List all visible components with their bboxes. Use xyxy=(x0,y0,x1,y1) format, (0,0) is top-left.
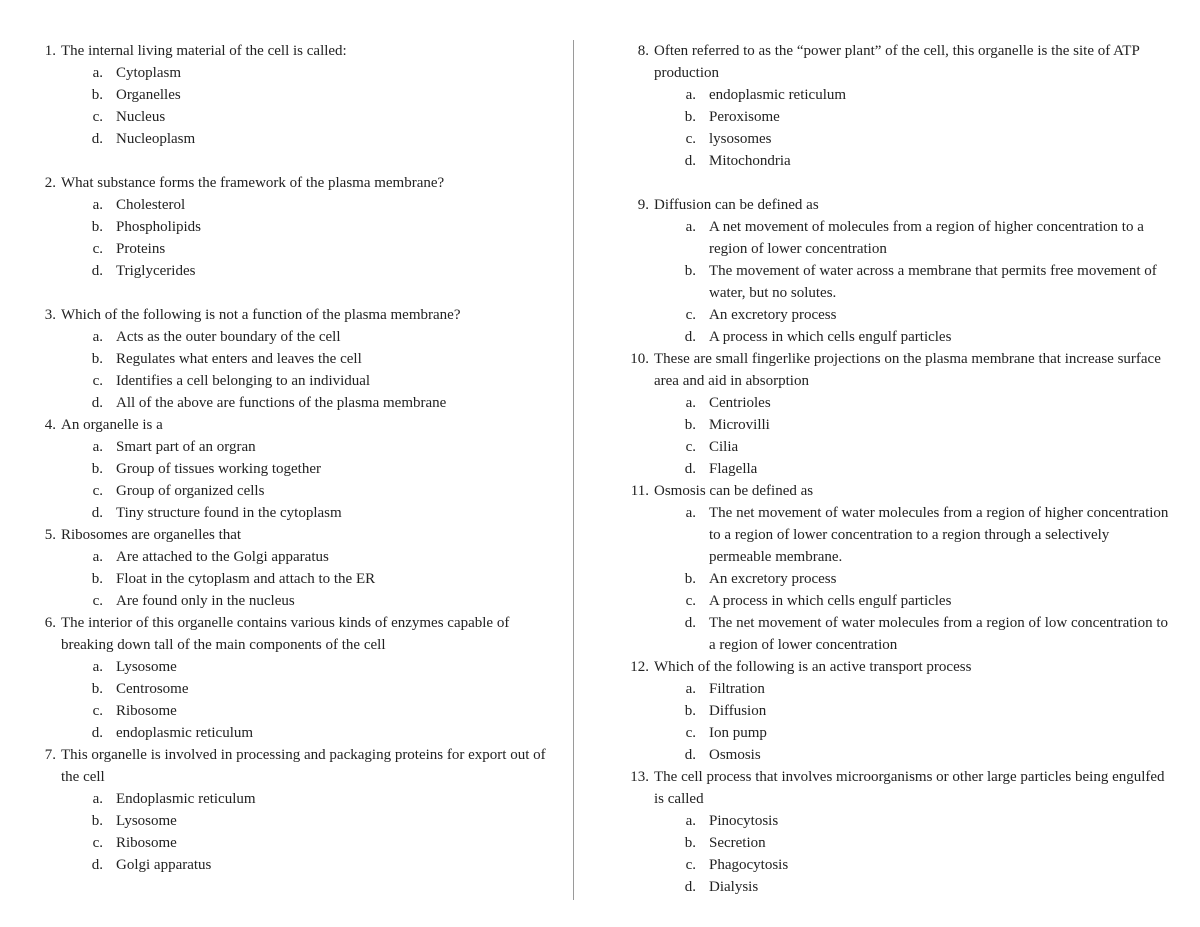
answer-option xyxy=(61,788,564,810)
question-number: 3. xyxy=(44,307,56,323)
answer-option xyxy=(61,106,564,128)
option-text: Centrioles xyxy=(709,395,771,411)
answer-option xyxy=(61,348,564,370)
option-letter: a. xyxy=(685,219,696,235)
question-text: These are small fingerlike projections on the plasma membrane that increase surface area and aid in absorption xyxy=(654,351,1161,389)
answer-option xyxy=(61,194,564,216)
question-number: 6. xyxy=(44,615,56,631)
answer-option xyxy=(61,590,564,612)
answer-option xyxy=(654,502,1172,568)
option-text: An excretory process xyxy=(709,571,837,587)
answer-option xyxy=(61,810,564,832)
answer-option xyxy=(61,458,564,480)
option-text: Cilia xyxy=(709,439,739,455)
option-text: lysosomes xyxy=(709,131,772,147)
option-text: Are found only in the nucleus xyxy=(116,593,295,609)
option-letter: a. xyxy=(685,813,696,829)
answer-option xyxy=(654,106,1172,128)
option-text: Ribosome xyxy=(116,703,177,719)
question-number: 4. xyxy=(44,417,56,433)
column-divider xyxy=(573,40,574,900)
option-text: Group of tissues working together xyxy=(116,461,321,477)
option-text: Nucleus xyxy=(116,109,166,125)
question-text: Ribosomes are organelles that xyxy=(61,527,242,543)
answer-option xyxy=(654,436,1172,458)
question-text: The internal living material of the cell is called: xyxy=(61,43,347,59)
option-text: A process in which cells engulf particles xyxy=(709,593,952,609)
answer-option xyxy=(654,260,1172,304)
option-letter: d. xyxy=(91,505,103,521)
option-text: A process in which cells engulf particles xyxy=(709,329,952,345)
answer-option xyxy=(654,832,1172,854)
question xyxy=(34,414,564,524)
option-text: Group of organized cells xyxy=(116,483,265,499)
answer-option xyxy=(61,62,564,84)
option-letter: d. xyxy=(684,879,696,895)
answer-option xyxy=(61,568,564,590)
right-column xyxy=(627,40,1172,898)
option-letter: c. xyxy=(92,835,103,851)
option-letter: a. xyxy=(92,549,103,565)
option-text: Float in the cytoplasm and attach to the ER xyxy=(116,571,376,587)
question xyxy=(34,304,564,414)
option-letter: d. xyxy=(684,615,696,631)
question xyxy=(627,766,1172,898)
answer-option xyxy=(61,700,564,722)
question xyxy=(627,40,1172,172)
option-text: Smart part of an orgran xyxy=(116,439,256,455)
option-text: Lysosome xyxy=(116,659,177,675)
answer-option xyxy=(654,876,1172,898)
option-text: Phagocytosis xyxy=(709,857,789,873)
option-text: Nucleoplasm xyxy=(116,131,196,147)
question xyxy=(34,612,564,744)
option-letter: d. xyxy=(91,725,103,741)
answer-option xyxy=(61,260,564,282)
option-text: Flagella xyxy=(709,461,758,477)
option-letter: d. xyxy=(91,395,103,411)
answer-option xyxy=(61,128,564,150)
option-text: A net movement of molecules from a region of higher concentration to a region of lower concentration xyxy=(709,219,1144,257)
option-letter: d. xyxy=(91,263,103,279)
option-letter: a. xyxy=(92,439,103,455)
option-text: Proteins xyxy=(116,241,166,257)
option-letter: b. xyxy=(91,571,103,587)
answer-options xyxy=(654,392,1172,480)
answer-option xyxy=(61,722,564,744)
answer-option xyxy=(654,568,1172,590)
answer-option xyxy=(61,854,564,876)
question-text: The interior of this organelle contains various kinds of enzymes capable of breaking down tall of the main components of the cell xyxy=(61,615,510,653)
option-letter: b. xyxy=(684,263,696,279)
answer-option xyxy=(61,656,564,678)
question-number: 2. xyxy=(44,175,56,191)
option-letter: a. xyxy=(92,197,103,213)
option-text: Microvilli xyxy=(709,417,770,433)
answer-option xyxy=(61,832,564,854)
question xyxy=(627,656,1172,766)
option-text: Phospholipids xyxy=(116,219,202,235)
question xyxy=(627,348,1172,480)
option-text: Dialysis xyxy=(709,879,759,895)
option-letter: c. xyxy=(685,593,696,609)
answer-option xyxy=(61,326,564,348)
option-letter: c. xyxy=(92,703,103,719)
answer-option xyxy=(654,84,1172,106)
option-text: Are attached to the Golgi apparatus xyxy=(116,549,329,565)
answer-options xyxy=(61,436,564,524)
option-letter: c. xyxy=(685,857,696,873)
option-text: The net movement of water molecules from a region of low concentration to a region of lower concentration xyxy=(709,615,1169,653)
option-letter: a. xyxy=(92,659,103,675)
option-letter: c. xyxy=(685,131,696,147)
option-text: The movement of water across a membrane that permits free movement of water, but no solutes. xyxy=(709,263,1157,301)
option-text: Triglycerides xyxy=(116,263,196,279)
answer-option xyxy=(654,612,1172,656)
answer-options xyxy=(61,656,564,744)
question xyxy=(627,194,1172,348)
option-letter: a. xyxy=(92,65,103,81)
answer-option xyxy=(654,722,1172,744)
option-text: Endoplasmic reticulum xyxy=(116,791,256,807)
question-text: Which of the following is an active transport process xyxy=(654,659,972,675)
question xyxy=(627,480,1172,656)
option-letter: b. xyxy=(91,461,103,477)
option-letter: b. xyxy=(91,219,103,235)
question-text: What substance forms the framework of the plasma membrane? xyxy=(61,175,445,191)
option-text: endoplasmic reticulum xyxy=(709,87,847,103)
question-text: This organelle is involved in processing and packaging proteins for export out of the cell xyxy=(61,747,546,785)
answer-option xyxy=(61,216,564,238)
option-letter: a. xyxy=(685,87,696,103)
question xyxy=(34,40,564,150)
answer-option xyxy=(654,304,1172,326)
option-letter: d. xyxy=(684,461,696,477)
option-letter: d. xyxy=(91,857,103,873)
answer-option xyxy=(654,458,1172,480)
option-text: Golgi apparatus xyxy=(116,857,212,873)
option-letter: c. xyxy=(92,593,103,609)
question-number: 9. xyxy=(637,197,649,213)
option-letter: d. xyxy=(684,153,696,169)
option-text: The net movement of water molecules from a region of higher concentration to a region of lower concentration to a region through a selectively permeable membrane. xyxy=(709,505,1169,565)
question-number: 1. xyxy=(44,43,56,59)
option-text: Cholesterol xyxy=(116,197,186,213)
option-letter: a. xyxy=(685,395,696,411)
question-number: 11. xyxy=(630,483,649,499)
option-text: Acts as the outer boundary of the cell xyxy=(116,329,341,345)
option-text: Peroxisome xyxy=(709,109,780,125)
answer-option xyxy=(654,700,1172,722)
option-text: Pinocytosis xyxy=(709,813,779,829)
answer-options xyxy=(654,502,1172,656)
option-letter: c. xyxy=(92,109,103,125)
option-letter: c. xyxy=(685,725,696,741)
question-text: Diffusion can be defined as xyxy=(654,197,819,213)
answer-option xyxy=(654,854,1172,876)
question-text: Often referred to as the “power plant” of the cell, this organelle is the site of ATP production xyxy=(654,43,1140,81)
answer-option xyxy=(61,370,564,392)
question-text: An organelle is a xyxy=(61,417,163,433)
option-letter: b. xyxy=(684,417,696,433)
option-letter: b. xyxy=(91,813,103,829)
answer-option xyxy=(61,480,564,502)
question-number: 10. xyxy=(630,351,649,367)
option-text: Identifies a cell belonging to an individual xyxy=(116,373,371,389)
question-number: 8. xyxy=(637,43,649,59)
question-number: 12. xyxy=(630,659,649,675)
answer-option xyxy=(61,678,564,700)
option-letter: a. xyxy=(685,505,696,521)
answer-option xyxy=(654,810,1172,832)
option-text: Osmosis xyxy=(709,747,761,763)
answer-options xyxy=(61,788,564,876)
option-text: Mitochondria xyxy=(709,153,791,169)
answer-option xyxy=(61,546,564,568)
answer-option xyxy=(654,150,1172,172)
option-text: Ion pump xyxy=(709,725,767,741)
option-letter: b. xyxy=(91,681,103,697)
option-text: Regulates what enters and leaves the cell xyxy=(116,351,362,367)
answer-option xyxy=(654,392,1172,414)
answer-option xyxy=(654,216,1172,260)
option-letter: b. xyxy=(91,87,103,103)
question-text: The cell process that involves microorganisms or other large particles being engulfed is called xyxy=(654,769,1165,807)
option-text: Lysosome xyxy=(116,813,177,829)
answer-options xyxy=(654,678,1172,766)
option-letter: b. xyxy=(684,571,696,587)
answer-option xyxy=(654,744,1172,766)
question-text: Osmosis can be defined as xyxy=(654,483,814,499)
option-text: Filtration xyxy=(709,681,765,697)
option-letter: b. xyxy=(684,835,696,851)
answer-option xyxy=(61,238,564,260)
option-letter: c. xyxy=(92,483,103,499)
answer-option xyxy=(654,414,1172,436)
answer-option xyxy=(61,436,564,458)
answer-option xyxy=(654,326,1172,348)
option-text: Tiny structure found in the cytoplasm xyxy=(116,505,342,521)
answer-options xyxy=(654,810,1172,898)
answer-options xyxy=(61,194,564,282)
option-text: An excretory process xyxy=(709,307,837,323)
option-letter: b. xyxy=(684,703,696,719)
answer-options xyxy=(61,62,564,150)
option-letter: b. xyxy=(91,351,103,367)
question-text: Which of the following is not a function of the plasma membrane? xyxy=(61,307,461,323)
answer-option xyxy=(654,678,1172,700)
option-letter: d. xyxy=(684,747,696,763)
left-column xyxy=(34,40,564,876)
question-number: 5. xyxy=(44,527,56,543)
option-text: Ribosome xyxy=(116,835,177,851)
question xyxy=(34,744,564,876)
option-text: Secretion xyxy=(709,835,766,851)
answer-option xyxy=(61,392,564,414)
option-letter: c. xyxy=(685,439,696,455)
option-text: Organelles xyxy=(116,87,181,103)
option-text: Diffusion xyxy=(709,703,767,719)
question xyxy=(34,524,564,612)
option-letter: c. xyxy=(92,241,103,257)
option-text: Centrosome xyxy=(116,681,189,697)
answer-options xyxy=(61,326,564,414)
answer-option xyxy=(654,128,1172,150)
option-letter: d. xyxy=(91,131,103,147)
answer-options xyxy=(654,84,1172,172)
option-letter: a. xyxy=(92,791,103,807)
option-text: endoplasmic reticulum xyxy=(116,725,254,741)
answer-option xyxy=(61,84,564,106)
option-text: All of the above are functions of the plasma membrane xyxy=(116,395,447,411)
answer-option xyxy=(654,590,1172,612)
question xyxy=(34,172,564,282)
option-letter: d. xyxy=(684,329,696,345)
option-letter: c. xyxy=(685,307,696,323)
option-letter: a. xyxy=(685,681,696,697)
question-number: 13. xyxy=(630,769,649,785)
answer-options xyxy=(61,546,564,612)
answer-option xyxy=(61,502,564,524)
option-letter: a. xyxy=(92,329,103,345)
option-letter: c. xyxy=(92,373,103,389)
option-letter: b. xyxy=(684,109,696,125)
answer-options xyxy=(654,216,1172,348)
option-text: Cytoplasm xyxy=(116,65,182,81)
question-number: 7. xyxy=(44,747,56,763)
